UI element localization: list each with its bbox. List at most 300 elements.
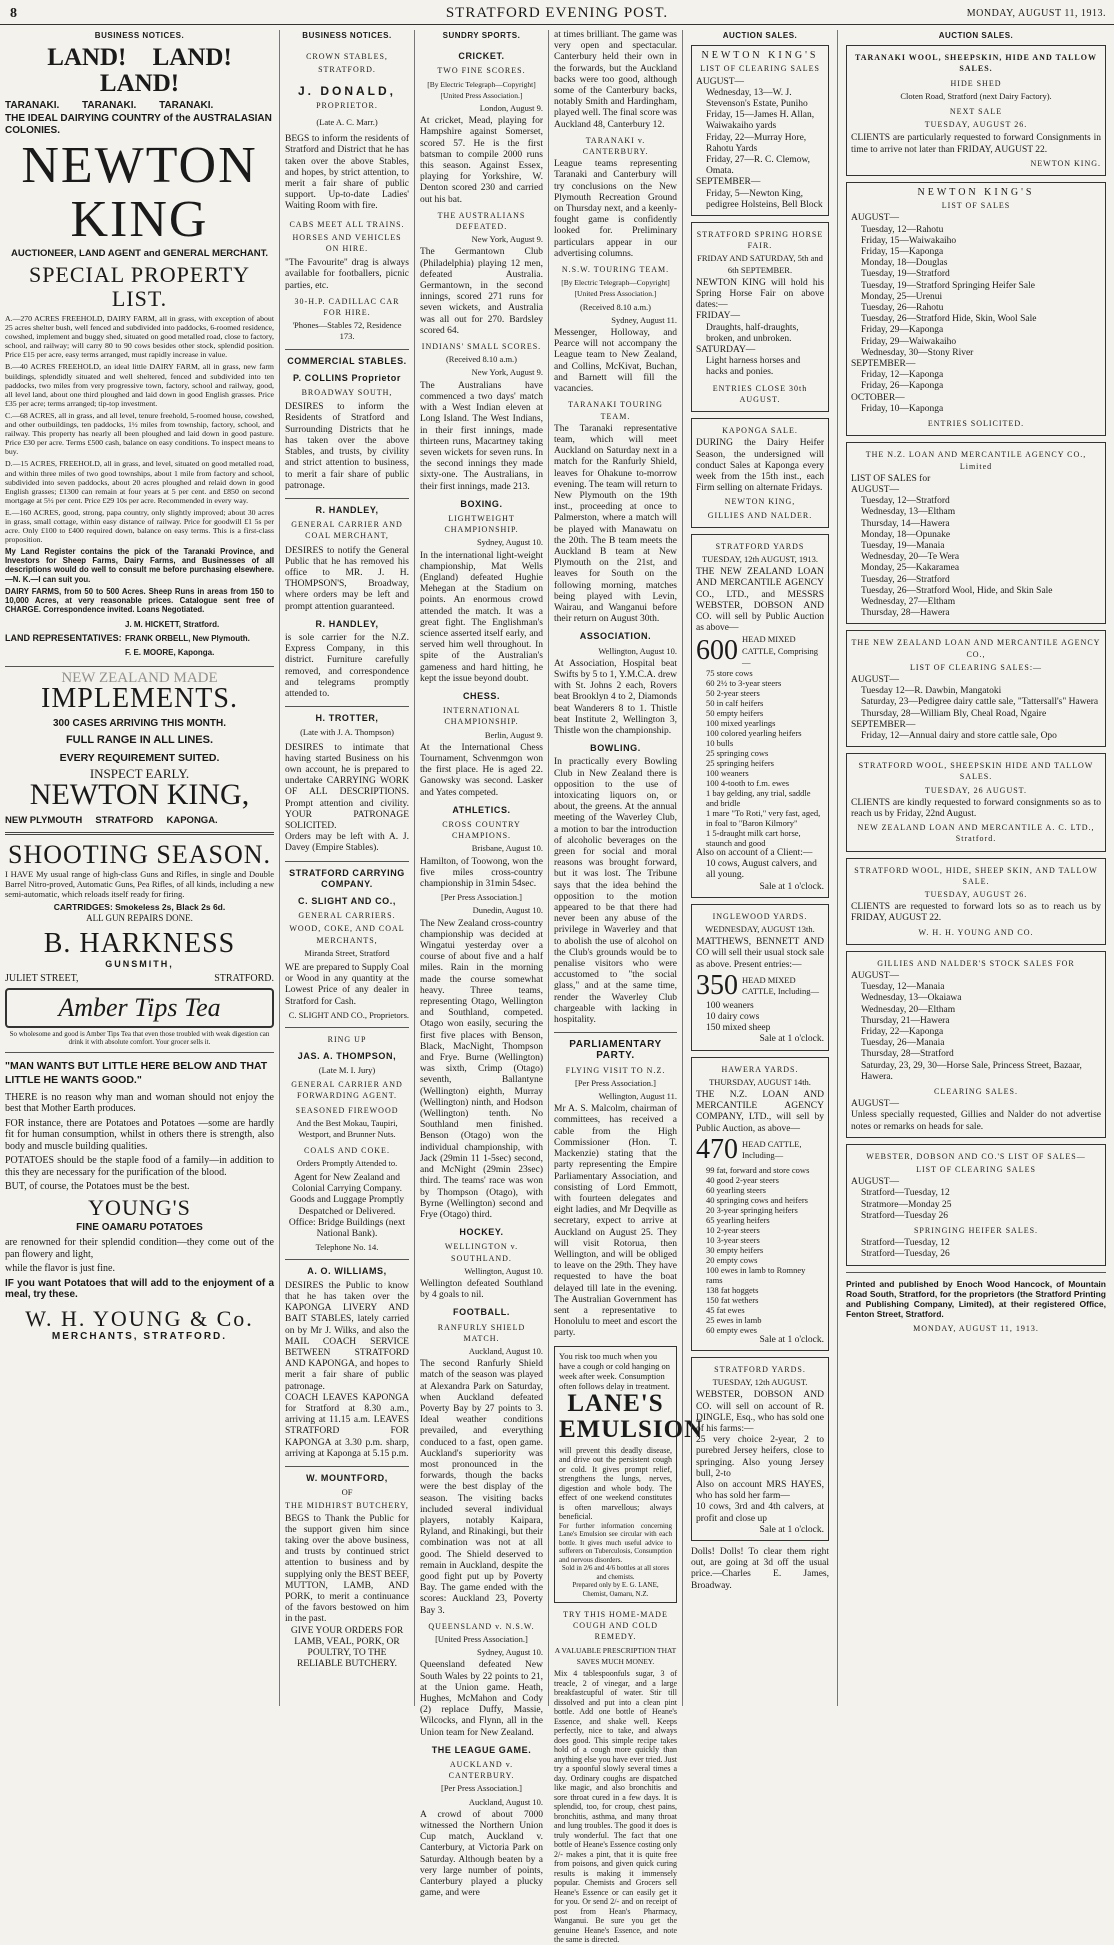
horses-line: HORSES AND VEHICLES ON HIRE. — [292, 232, 402, 254]
stock-item: 10 bulls — [706, 737, 734, 748]
general-carriers: GENERAL CARRIERS. — [298, 911, 396, 921]
stock-item: 100 4-tooth to f.m. ewes — [706, 777, 790, 788]
hawera-yards: HAWERA YARDS. — [721, 1064, 799, 1074]
column-business-notices-2 — [280, 30, 415, 1706]
month-label: AUGUST— — [851, 1099, 900, 1110]
football-report: The second Ranfurly Shield match of the season was played at Alexandra Park on Saturday, when Auckland defeated Poverty Bay by 27 points to 3. Ideal weather conditions prevailed, and everything conduced to a fast, open game. Auckland's superiority was most pronounced in the forwards, though the backs were the best display of the season. The visiting backs included several individual players, notably Kaipara, Ryland, and Rinakingi, but their combination was not at all good. The Shield deserved to remain in Auckland, despite the good fight put up by Poverty Bay. The game ended with the scores: Auckland 23, Poverty Bay 3. — [420, 1359, 543, 1616]
subhead: N.S.W. TOURING TEAM. — [561, 265, 670, 275]
subhead: FLYING VISIT TO N.Z. — [565, 1065, 666, 1075]
lanes-emulsion-ad — [554, 1346, 704, 1604]
section-league: THE LEAGUE GAME. — [431, 1744, 532, 1755]
day-text: Light harness horses and hacks and ponies. — [706, 356, 801, 378]
subhead: LIGHTWEIGHT CHAMPIONSHIP. — [444, 513, 519, 535]
handley-notice: DESIRES to notify the General Public that he has removed his office to MR. J. H. THOMPSON'S, Broadway, where orders may be left and prompt attention guaranteed. — [285, 545, 409, 612]
head-desc: HEAD MIXED CATTLE, Including— — [742, 974, 819, 996]
wh-young-name: W. H. YOUNG & Co. — [25, 1305, 254, 1331]
sale-item: Tuesday, 26—Manaia — [861, 1038, 945, 1049]
dairy-farms: DAIRY FARMS, from 50 to 500 Acres. Sheep Runs in areas from 150 to 10,000 Acres, at very reasonable prices. Catalogue sent free of CHARGE. Correspondence invited. Loans Negotiated. — [5, 586, 274, 614]
phones-line: 'Phones—Stables 72, Residence 173. — [292, 320, 402, 342]
sale-item: Friday, 15—Waiwakaiho — [861, 235, 957, 246]
month-label: AUGUST— — [696, 76, 745, 87]
entries-solicited: ENTRIES SOLICITED. — [927, 419, 1025, 429]
month-label: SEPTEMBER— — [851, 719, 916, 730]
matthews-text: MATTHEWS, BENNETT AND CO will sell their usual stock sale as above. Present entries:— — [696, 937, 824, 970]
nzloan-title: THE N.Z. LOAN AND MERCANTILE AGENCY CO., Limited — [865, 450, 1087, 471]
sale-item: Tuesday, 19—Stratford Springing Heifer Sale — [861, 280, 1035, 291]
yards-date: TUESDAY, 12th AUGUST, 1913. — [701, 553, 819, 564]
section-boxing: BOXING. — [460, 498, 503, 509]
hide-shed: HIDE SHED — [950, 78, 1002, 88]
sale-time: Sale at 1 o'clock. — [759, 1334, 824, 1345]
stock-item: 100 weaners — [706, 767, 749, 778]
spring-dates: FRIDAY AND SATURDAY, 5th and 6th SEPTEMBER. — [697, 253, 823, 275]
dateline: London, August 9. — [479, 103, 543, 114]
sale-item: Tuesday 12—R. Dawbin, Mangatoki — [861, 686, 1002, 697]
sale-item: Wednesday, 27—Eltham — [861, 596, 956, 607]
stock-item: 60 2½ to 3-year steers — [706, 677, 782, 688]
sale-time: Sale at 1 o'clock. — [759, 1524, 824, 1535]
column-sports-news — [549, 30, 704, 1945]
midhirst-butchery: THE MIDHIRST BUTCHERY, — [285, 1501, 409, 1511]
dateline: Sydney, August 11. — [611, 314, 677, 325]
nz-cross-report: The New Zealand cross-country championship was decided at Wingatui yesterday over a course of about five and a half miles. Rain in the morning made the course somewhat heavy. Three teams, representing Otago, Wellington and Southland, competed. Otago won easily, securing the first five places with Benson, Black, MacNight, Thompson and Frye. Burne (Wellington) was sixth, Crimp (Otago) seventh, Ballantyne (Wellington) eighth, Murray (Wellington) ninth, and Hodson (Wellington) tenth. No Southland men finished. Benson (Otago) won the individual championship, with Jack (29min 11 1-5sec) second, and McNight (29min 23sec) third. The teams' race was won by Thompson (Otago), with Byrne (Wellington) second and Frye (Otago) third. — [420, 918, 543, 1220]
dateline: Wellington, August 10. — [598, 645, 677, 656]
sale-item: Friday, 22—Kaponga — [861, 1027, 944, 1038]
sale-item: Stratmore—Monday 25 — [861, 1199, 952, 1210]
column-header: SUNDRY SPORTS. — [442, 31, 521, 40]
stock-item: 10 dairy cows — [706, 1011, 760, 1022]
springing-heifer: SPRINGING HEIFER SALES. — [913, 1226, 1039, 1236]
subhead: INTERNATIONAL CHAMPIONSHIP. — [443, 706, 520, 727]
press-credit: [Per Press Association.] — [441, 892, 522, 903]
section-athletics: ATHLETICS. — [452, 804, 511, 815]
stock-item: 20 3-year springing heifers — [706, 1204, 798, 1215]
dateline: Wellington, August 11. — [598, 1091, 677, 1102]
collins-proprietor: P. COLLINS Proprietor — [293, 372, 401, 383]
listing: E.—160 ACRES, good, strong, papa country, only slightly improved; about 30 acres in grass, small cottage, within easy distance of railway. Price for goodwill £1 5s per acre. Only £100 to £400 required down, balance on easy terms. This is a first-class proposition. — [5, 507, 274, 545]
aus-report: The Germantown Club (Philadelphia) playing 12 men, defeated Australia. Germantown, in the second innings, scored 271 runs for seven wickets, and Australia was all out for 270. Bardsley scored 64. — [420, 247, 543, 336]
subhead: CROSS COUNTRY CHAMPIONS. — [442, 820, 521, 841]
lanes-sold: Sold in 2/6 and 4/6 bottles at all stores and chemists. — [561, 1564, 670, 1581]
sale-item: Stratford—Tuesday, 12 — [861, 1188, 950, 1199]
month-label: AUGUST— — [851, 674, 900, 685]
sale-item: Wednesday, 30—Stony River — [861, 347, 974, 358]
stock-item: 150 fat wethers — [706, 1294, 759, 1305]
sale-item: Tuesday, 12—Manaia — [861, 982, 945, 993]
section-football: FOOTBALL. — [453, 1307, 510, 1318]
rep-name: J. M. HICKETT, Stratford. — [125, 619, 220, 629]
head-desc: HEAD MIXED CATTLE, Comprising— — [742, 634, 819, 667]
tar-cant-report: League teams representing Taranaki and Canterbury will try conclusions on the New Plymouth Recreation Ground on Thursday next, and a keenly-fought game is confidently looked for. Preliminary particulars appear in our advertising columns. — [554, 159, 677, 259]
section-hockey: HOCKEY. — [459, 1227, 504, 1238]
lanes-by: Prepared only by E. G. LANE, Chemist, Oamaru, N.Z. — [572, 1581, 659, 1598]
wool-sales-title: TARANAKI WOOL, SHEEPSKIN, HIDE AND TALLOW SALES. — [854, 53, 1097, 74]
nk-list-sub: LIST OF CLEARING SALES — [700, 64, 820, 74]
remedy-text: Mix 4 tablespoonfuls sugar, 3 of treacle, 2 of vinegar, and a large breakfastcupful of water. Stir till dissolved and put into a clean pint bottle. Add one bottle of Heane's Essence, and shake well. Keeps perfectly, nice to take, and always does good. This simple recipe takes hold of a cough more quickly than anything else you have ever tried. Just try a spoonful slowly several times a day. Ordinary coughs are dispatched like magic, and also bronchitis and sore throat cured in a few days. It is splendid, too, for croup, chest pains, bronchitis, asthma, and many throat and lung troubles. The good it does is truly wonderful. The fact that one bottle of Heane's Essence costing only 2/- makes a pint, that it is quite free from poisons, and given quick curing results is making it immensely popular. Chemists and Grocers sell Heane's Essence or can easily get it for you. Or send 2/- and on receipt of post from Hean's Pharmacy, Wanganui. Be sure you get the genuine Heane's Essence, and note the same is directed. — [554, 1669, 677, 1945]
land-reps-label: LAND REPRESENTATIVES: — [5, 633, 122, 644]
section-chess: CHESS. — [462, 690, 501, 701]
sale-item: Stratford—Tuesday 26 — [861, 1210, 948, 1221]
cases-line: 300 CASES ARRIVING THIS MONTH. — [53, 718, 226, 730]
donald-notice: BEGS to inform the residents of Stratford and District that he has taken over the above Stables, and hopes, by strict attention, to merit a fair share of public support. Up-to-date Ladies' Waiting Room with fire. — [285, 134, 409, 212]
stock-item: 20 empty cows — [706, 1254, 758, 1265]
lanes-info: For further information concerning Lane's Emulsion see circular with each bottle. It gives much useful advice to sufferers on Tuberculosis, Consumption and nervous disorders. — [559, 1521, 672, 1564]
sale-item: Friday, 12—Annual dairy and store cattle sale, Opo — [861, 730, 1057, 741]
gun-repairs: ALL GUN REPAIRS DONE. — [86, 913, 193, 924]
month-label: AUGUST— — [851, 971, 900, 982]
stock-item: 100 ewes in lamb to Romney rams — [706, 1264, 806, 1285]
press-credit: [Per Press Association.] — [575, 1077, 656, 1088]
sale-item: Friday, 29—Waiwakaiho — [861, 336, 957, 347]
newton-king-logo: NEWTON KING — [21, 136, 258, 248]
trotter-late: (Late with J. A. Thompson) — [300, 727, 394, 738]
stratford-yards-2: STRATFORD YARDS. — [714, 1365, 806, 1375]
day-text: Draughts, half-draughts, broken, and unbroken. — [706, 322, 799, 344]
potatoes-para: BUT, of course, the Potatoes must be the best. — [5, 1181, 190, 1193]
nzloan2-subtitle: LIST OF CLEARING SALES:— — [909, 662, 1043, 672]
sale-item: Thursday, 28—Hawera — [861, 608, 950, 619]
webster-text: WEBSTER, DOBSON AND CO. will sell on account of R. DINGLE, Esq., who has sold one of his farms:— — [696, 1390, 824, 1435]
stock-item: 50 2-year steers — [706, 687, 760, 698]
slight-notice: WE are prepared to Supply Coal or Wood in any quantity at the Lowest Price of any dealer in Stratford for Cash. — [285, 963, 409, 1007]
wood-coal: WOOD, COKE, AND COAL MERCHANTS, — [289, 924, 405, 945]
nk-list-title: NEWTON KING'S — [917, 187, 1035, 199]
stratford-carrying: STRATFORD CARRYING COMPANY. — [289, 867, 405, 889]
also-client: Also on account of a Client:— — [696, 847, 813, 858]
nzloan-signature: NEW ZEALAND LOAN AND MERCANTILE A. C. LTD., Stratford. — [857, 823, 1095, 844]
footer-date: MONDAY, AUGUST 11, 1913. — [913, 1323, 1039, 1333]
stratford-label: STRATFORD. — [214, 972, 274, 984]
subhead: RANFURLY SHIELD MATCH. — [437, 1322, 526, 1343]
stock-item: 150 mixed sheep — [706, 1023, 771, 1034]
sale-item: Friday, 29—Kaponga — [861, 325, 944, 336]
slight-signature: C. SLIGHT AND CO., Proprietors. — [288, 1009, 409, 1020]
sale-item: Thursday, 28—William Bly, Cheal Road, Ngaire — [861, 708, 1047, 719]
listing: D.—15 ACRES, FREEHOLD, all in grass, and level, situated on good metalled road, and within three miles of two good townships, about 1 mile from factory and school, subdivided into seven paddocks, about 20 acres ploughed and relaid down in good English grasses; £1300 can remain at four years at 5 per cent. and £850 on second mortgage at 5½ per cent. Price £29 10s per acre. Recommended in every way. — [5, 459, 274, 505]
association-report: At Association, Hospital beat Swifts by 5 to 1, Y.M.C.A. drew with St. Johns 2 each, Rovers beat Brooklyn 4 to 2, Diamonds beat Wanderers 8 to 1. Thistle beat Institute 2, Wellington 3, Thistle won the championship. — [554, 658, 677, 736]
young-signature: W. H. H. YOUNG AND CO. — [918, 927, 1034, 937]
spring-fair: STRATFORD SPRING HORSE FAIR. — [696, 230, 824, 251]
sale-item: Friday, 12—Kaponga — [861, 370, 944, 381]
dateline: Wellington, August 10. — [464, 1265, 543, 1276]
taranaki-headline: TARANAKI. TARANAKI. TARANAKI. — [5, 100, 214, 112]
stf-wool-date: TUESDAY, 26 AUGUST. — [925, 785, 1027, 795]
sale-item: Monday, 18—Douglas — [861, 258, 948, 269]
dateline: Auckland, August 10. — [468, 1345, 543, 1356]
column-header: AUCTION SALES. — [938, 31, 1014, 40]
stock-item: 75 store cows — [706, 667, 753, 678]
sale-time: Sale at 1 o'clock. — [759, 881, 824, 892]
section-parliamentary: PARLIAMENTARY PARTY. — [569, 1039, 662, 1062]
sale-item: Tuesday, 12—Rahotu — [861, 224, 944, 235]
stock-item: 1 5-draught milk cart horse, staunch and good — [706, 827, 801, 848]
month-label: SEPTEMBER— — [851, 359, 916, 370]
sale-item: Thursday, 28—Stratford — [861, 1049, 954, 1060]
cabs-line: CABS MEET ALL TRAINS. — [289, 219, 405, 229]
day-label: FRIDAY— — [696, 311, 740, 322]
mountford-name: W. MOUNTFORD, — [306, 1472, 388, 1483]
subhead: QUEENSLAND v. N.S.W. — [428, 1621, 535, 1631]
press-credit: [Per Press Association.] — [441, 1783, 522, 1794]
dateline: Berlin, August 9. — [484, 729, 543, 740]
special-property-list: SPECIAL PROPERTY LIST. — [28, 262, 251, 312]
sale-item: Wednesday, 13—Okaiawa — [861, 993, 962, 1004]
sale-item: Stratford—Tuesday, 26 — [861, 1249, 950, 1260]
column-header: BUSINESS NOTICES. — [94, 31, 185, 40]
miranda-street: Miranda Street, Stratford — [304, 947, 390, 958]
listing: A.—270 ACRES FREEHOLD, DAIRY FARM, all in grass, with exception of about 25 acres shelter bush, well fenced and subdivided into paddocks, 6-roomed residence, cowshed, implement and buggy shed, situated on good metalled road, close to factory, school, and railway; will carry 80 to 90 cows besides other stock, splendid position. Price £15 per acre, easy terms arranged, must rapidly increase in value. — [5, 314, 274, 360]
cartridges: CARTRIDGES: Smokeless 2s, Black 2s 6d. — [53, 902, 226, 913]
sale-item: Saturday, 23—Pedigree dairy cattle sale, "Tattersall's" Hawera — [861, 697, 1099, 708]
inspect-early: INSPECT EARLY. — [89, 765, 190, 781]
league-report-cont: at times brilliant. The game was very open and spectacular. Canterbury held their own in the forwards, but the Auckland backs were too good, although some of the Canterbury backs, notably Smith and Hardingham, played well. The final score was Auckland 48, Canterbury 12. — [554, 30, 677, 130]
rep-name: F. E. MOORE, Kaponga. — [125, 647, 215, 657]
dateline: New York, August 9. — [471, 234, 543, 245]
head-count: 350 — [696, 969, 738, 1001]
nk-signature: NEWTON KING. — [1030, 158, 1101, 168]
month-label: AUGUST— — [851, 213, 900, 224]
sale-item: Friday, 27—R. C. Clemow, Omata. — [706, 155, 811, 177]
bowling-report: In practically every Bowling Club in New Zealand there is opposition to the use of intoxicating liquors on, or about, the greens. At the annual meeting of the Waverley Club, a motion to bar the introduction of alcoholic beverages on the green for social and moral reasons was brought forward, but it was lost. The Tribune says that the idea behind the opposition to the motion appeared to be that there had never been any abuse of the privilege in Waverley and that to abolish the use of alcohol on the Club's grounds would be to penalise visitors who were accustomed to "the social glass," and at the same time, render the Waverley Club chargeable with lacking in hospitality. — [554, 757, 677, 1026]
qld-report: Queensland defeated New South Wales by 22 points to 21, at the Union game. Heath, Hughes, McMahon and Cody (2) replace Duffy, Massie, Wilcocks, and Flynn, all in the Union team for New Zealand. — [420, 1660, 543, 1738]
chess-report: At the International Chess Tournament, Schvenmgon won the first place. He is aged 22. Ganowsky was second. Lasker and Yates competed. — [420, 742, 543, 798]
next-sale: NEXT SALE — [949, 107, 1003, 117]
press-credit: [United Press Association.] — [435, 1634, 528, 1645]
stock-item: 100 mixed yearlings — [706, 717, 776, 728]
month-label: OCTOBER— — [851, 392, 905, 403]
man-wants-heading: "MAN WANTS BUT LITTLE HERE BELOW AND THAT LITTLE HE WANTS GOOD." — [5, 1059, 268, 1086]
sale-item: Friday, 22—Murray Hore, Rahotu Yards — [706, 132, 807, 154]
column-header: BUSINESS NOTICES. — [302, 31, 392, 40]
masthead-date: MONDAY, AUGUST 11, 1913. — [966, 8, 1106, 19]
column-business-notices-1 — [0, 30, 280, 1706]
sale-item: Tuesday, 26—Stratford — [861, 574, 950, 585]
dateline: New York, August 9. — [471, 367, 543, 378]
stock-item: 60 empty ewes — [706, 1324, 757, 1335]
month-label: AUGUST— — [851, 1177, 900, 1188]
sale-item: Saturday, 23, 29, 30—Horse Sale, Princess Street, Bazaar, Hawera. — [861, 1060, 1082, 1082]
potatoes-para: are renowned for their splendid condition—they come out of the pan flowery and light, — [5, 1237, 274, 1260]
listing: B.—40 ACRES FREEHOLD, an ideal little DAIRY FARM, all in grass, new farm buildings, splendidly situated and well sheltered, fenced and subdivided into ten paddocks, two miles from very progressive town, factory, school and railway, good, all level land, about one third ploughed and laid down in good English grasses. Price £35 per acre; terms arranged; tip-top investment. — [5, 362, 274, 408]
sale-item: Stratford—Tuesday, 12 — [861, 1238, 950, 1249]
stock-item: 45 fat ewes — [706, 1304, 745, 1315]
potatoes-para: POTATOES should be the staple food of a family—in addition to this they are necessary for the purification of the blood. — [5, 1155, 274, 1178]
listing: C.—68 ACRES, all in grass, and all level, tenure freehold, 5-roomed house, cowshed, and other outbuildings, ten paddocks, 1½ miles from township, factory, school, and railway. This property has nearly all been ploughed and laid down in good pasture. Price £30 per acre. Terms £500 cash, balance on easy conditions. To inspect means to buy. — [5, 410, 274, 457]
stock-item: 40 good 2-year steers — [706, 1174, 779, 1185]
sale-item: Friday, 15—James H. Allan, Waiwakaiho yards — [706, 110, 815, 132]
proprietor-label: PROPRIETOR. — [316, 100, 378, 110]
subhead: TWO FINE SCORES. — [437, 66, 526, 76]
agent-notice: Agent for New Zealand and Colonial Carrying Company. Goods and Luggage Promptly Despatched or Delivered. Office: Bridge Buildings (next National Bank). — [288, 1173, 406, 1240]
newton-king-small: NEWTON KING, — [29, 777, 250, 811]
sale-item: Monday, 25—Urenui — [861, 291, 943, 302]
received: (Received 8.10 a.m.) — [445, 354, 518, 365]
parliamentary-report: Mr A. S. Malcolm, chairman of committees, has received a cable from the High Commissioner (Hon. T. Mackenzie) stating that the party representing the Empire Parliamentary Association, and consisting of Lord Emmott, with fourteen delegates and eight ladies, and Mr Deqville as secretary, expect to arrive at Auckland on August 25. They will visit Rotorua, then Wellington, and will be obliged to leave on the 29th. They have requested to have the boat delayed till late in the evening. The Australian Government has sent a representative to Honolulu to meet and escort the party. — [554, 1104, 677, 1339]
williams-name: A. O. WILLIAMS, — [307, 1266, 387, 1277]
collins-notice: DESIRES to inform the Residents of Stratford and Surrounding Districts that he has taken over the above Stables, and trusts, by civility and strict attention to business, to merit a fair share of public patronage. — [285, 402, 409, 491]
sale-item: Friday, 5—Newton King, pedigree Holsteins, Bell Block — [706, 188, 823, 210]
potatoes-para: THERE is no reason why man and woman should not enjoy the best that Mother Earth produces. — [5, 1091, 274, 1115]
sale-item: Friday, 15—Kaponga — [861, 247, 944, 258]
of-label: OF — [341, 1487, 353, 1498]
stock-item: 50 in calf heifers — [706, 697, 764, 708]
implements-faint: NEW ZEALAND MADE — [61, 669, 218, 686]
sale-item: Tuesday, 12—Stratford — [861, 496, 950, 507]
webster-item: 10 cows, 3rd and 4th calvers, at profit and close up — [696, 1502, 824, 1524]
hockey-report: Wellington defeated Southland by 4 goals to nil. — [420, 1278, 543, 1301]
broadway-south: BROADWAY SOUTH, — [301, 388, 393, 398]
sale-item: Monday, 18—Opunake — [861, 529, 951, 540]
stf-wool2-title: STRATFORD WOOL, HIDE, SHEEP SKIN, AND TALLOW SALE. — [854, 865, 1098, 886]
masthead — [0, 4, 1114, 25]
land-register: My Land Register contains the pick of the Taranaki Province, and Investors for Sheep Farms, Dairy Farms, and Businesses of all descriptions would do well to consult me before purchasing elsewhere.—N. K.—I can suit you. — [5, 547, 274, 584]
handley-name-2: R. HANDLEY, — [315, 618, 379, 629]
property-listings — [5, 314, 274, 614]
imprint: Printed and published by Enoch Wood Hancock, of Mountain Road South, Stratford, for the proprietors (the Stratford Printing and Publishing Company, Limited), at their registered Office, Fenton Street, Stratford. — [846, 1278, 1106, 1319]
clients-request: CLIENTS are kindly requested to forward consignments so as to reach us by Friday, 22nd August. — [851, 797, 1101, 819]
entries-close: ENTRIES CLOSE 30th AUGUST. — [712, 383, 808, 404]
wire-credit: [By Electric Telegraph—Copyright] [United Press Association.] — [427, 79, 536, 100]
auctioneer-line: AUCTIONEER, LAND AGENT and GENERAL MERCHANT. — [10, 247, 269, 259]
handley-title: GENERAL CARRIER AND COAL MERCHANT, — [291, 520, 403, 541]
sale-item: Tuesday, 26—Stratford Hide, Skin, Wool Sale — [861, 314, 1037, 325]
sale-item: Wednesday, 20—Te Wera — [861, 552, 960, 563]
sale-item: Thursday, 21—Hawera — [861, 1015, 950, 1026]
nzloan-text: THE NEW ZEALAND LOAN AND MERCANTILE AGENCY CO., LTD., and MESSRS WEBSTER, DOBSON AND CO. will sell by Public Auction as above— — [696, 567, 824, 634]
dateline: Auckland, August 10. — [468, 1796, 543, 1807]
sale-item: Tuesday, 19—Stratford — [861, 269, 950, 280]
juliet-street: JULIET STREET, — [5, 972, 79, 984]
late-marr: (Late A. C. Marr.) — [316, 117, 378, 128]
shooting-season: SHOOTING SEASON. — [7, 840, 271, 870]
valuable-prescription: A VALUABLE PRESCRIPTION THAT SAVES MUCH MONEY. — [554, 1645, 677, 1666]
stock-item: 10 2-year steers — [706, 1224, 760, 1235]
favourite-drag: "The Favourite" drag is always available for footballers, picnic parties, etc. — [285, 258, 409, 291]
dateline: Brisbane, August 10. — [471, 843, 543, 854]
stock-item: 40 springing cows and heifers — [706, 1194, 808, 1205]
nzloan-subtitle: LIST OF SALES for — [851, 473, 931, 484]
cross-report: Hamilton, of Toowong, won the five miles cross-country championship in 31min 54sec. — [420, 856, 543, 890]
subhead: WELLINGTON v. SOUTHLAND. — [444, 1242, 519, 1263]
orders-attended: Orders Promptly Attended to. — [296, 1157, 398, 1168]
sale-item: Friday, 10—Kaponga — [861, 403, 944, 414]
telephone: Telephone No. 14. — [315, 1242, 379, 1253]
land-headline: LAND! LAND! LAND! — [47, 44, 232, 98]
merchants-line: MERCHANTS, STRATFORD. — [51, 1330, 228, 1342]
stratford-yards: STRATFORD YARDS — [715, 541, 805, 551]
sale-item: Wednesday, 13—W. J. Stevenson's Estate, Puniho — [706, 87, 808, 110]
stock-item: 25 springing cows — [706, 747, 769, 758]
sale-item: Tuesday, 26—Stratford Wool, Hide, and Skin Sale — [861, 585, 1053, 596]
stock-item: 1 bay gelding, any trial, saddle and bridle — [706, 787, 811, 808]
webster-title: WEBSTER, DOBSON AND CO.'S LIST OF SALES— — [866, 1151, 1086, 1161]
stf-wool2-date: TUESDAY, AUGUST 26. — [924, 890, 1028, 899]
potatoes-para: FOR instance, there are Potatoes and Potatoes —some are hardly fit for human consumption, whilst in others there is strength, also body and muscle building qualities. — [5, 1117, 274, 1152]
received: (Received 8.10 a.m.) — [579, 301, 652, 312]
clients-request: CLIENTS are requested to forward lots so as to reach us by FRIDAY, AUGUST 22. — [851, 902, 1101, 924]
webster-item: 25 very choice 2-year, 2 to purebred Jersey heifers, close to springing. Also young Jersey bull, 2-to — [696, 1435, 824, 1479]
stf-wool-title: STRATFORD WOOL, SHEEPSKIN HIDE AND TALLOW SALES. — [858, 761, 1094, 782]
clients-request: CLIENTS are particularly requested to forward Consignments in time to arrive not later than FRIDAY, AUGUST 22. — [851, 133, 1101, 155]
mountford-notice: BEGS to Thank the Public for the support given him since taking over the above business, and trusts by continued strict attention to business and by supplying only the BEST BEEF, MUTTON, LAMB, AND PORK, to merit a continuance of the favors bestowed on him in the past. — [285, 1513, 409, 1625]
also-text: 10 cows, August calvers, and all young. — [706, 859, 817, 881]
stratford-yards-date: TUESDAY, 12th AUGUST. — [712, 1377, 808, 1388]
dateline: Sydney, August 10. — [476, 537, 543, 548]
head-desc: HEAD CATTLE, Including— — [742, 1138, 802, 1160]
sale-item: Wednesday, 13—Eltham — [861, 507, 956, 518]
kaponga-sale: KAPONGA SALE. — [722, 426, 798, 436]
handley-notice-2: is sole carrier for the N.Z. Express Company, in this district. Furniture carefully removed, and correspondence and telegrams promptly attended to. — [285, 632, 409, 699]
nsw-report: Messenger, Holloway, and Pearce will not accompany the League team to New Zealand, and Collins, McKivat, Buchan, and Barnett will fill the vacancies. — [554, 328, 677, 395]
webster-item: Also on account MRS HAYES, who has sold her farm— — [696, 1480, 824, 1502]
section-association: ASSOCIATION. — [579, 631, 652, 642]
cricket-report: At cricket, Mead, playing for Hampshire against Somerset, scored 57. He is the first batsman to compile 2000 runs this season. Against Essex, playing for Yorkshire, W. Denton scored 230 and carried out his bat. — [420, 116, 543, 205]
indians-report: The Australians have commenced a two days' match with a West Indian eleven at Long Island. The West Indians, in their first innings, made thirteen runs, Macartney taking seven wickets for seven runs. In the second innings they made sixty-one. The Australians, in their first innings, made 213. — [420, 380, 543, 492]
potatoes-para: while the flavor is just fine. — [5, 1263, 115, 1275]
tar-tour-report: The Taranaki representative team, which will meet Auckland on Saturday next in a match for the Ranfurly Shield, leaves for Ohakune to-morrow evening. The team will return to New Plymouth on the 19th inst., proceeding at once to Palmerston, where a match will be played with Manawatu on the 20th. The B team meets the Auckland B team at New Plymouth on the 21st, and leaves for South on the following morning, matches being played with Levin, Wairau, and Wanganui before their return on August 30th. — [554, 423, 677, 625]
lanes-text: will prevent this deadly disease, and drive out the persistent cough or cold. It gives prompt relief, strengthens the lungs, nerves, digestion and whole body. The effect of one weekend constitutes is often marvellous; always beneficial. — [559, 1445, 672, 1522]
mokau-nuts: And the Best Mokau, Taupiri, Westport, and Brunner Nuts. — [296, 1118, 398, 1140]
nk-list-sub: LIST OF SALES — [941, 201, 1011, 211]
williams-notice: DESIRES the Public to know that he has taken over the KAPONGA LIVERY AND BAIT STABLES, lately carried on by Mr J. Wilks, and also the MAIL COACH SERVICE BETWEEN STRATFORD AND KAPONGA, and hopes to merit a fair share of public patronage. — [285, 1280, 409, 1392]
unless-notice: Unless specially requested, Gillies and Nalder do not advertise notes or remarks on heads for sale. — [851, 1110, 1101, 1132]
stock-item: 10 3-year steers — [706, 1234, 760, 1245]
give-orders: GIVE YOUR ORDERS FOR LAMB, VEAL, PORK, OR POULTRY, TO THE RELIABLE BUTCHERY. — [290, 1625, 404, 1670]
stock-item: 1 mare "To Roti," very fast, aged, in foal to "Baron Kilmory" — [706, 807, 821, 828]
hawera-text: THE N.Z. LOAN AND MERCANTILE AGENCY COMPANY, LTD., will sell by Public Auction, as above— — [696, 1090, 824, 1134]
stock-item: 99 fat, forward and store cows — [706, 1164, 810, 1175]
head-count: 470 — [696, 1133, 738, 1165]
seasoned-firewood: SEASONED FIREWOOD — [295, 1106, 399, 1116]
month-label: SEPTEMBER— — [696, 177, 761, 188]
clearing-sales: CLEARING SALES. — [934, 1087, 1018, 1097]
rep-name: FRANK ORBELL, New Plymouth. — [125, 633, 250, 643]
shooting-text: I HAVE My usual range of high-class Guns and Rifles, in single and Double Barrel Nitro-proved, Automatic Guns, Pea Rifles, of all kinds, including a new semi-automatic, which reloads itself ready for firing. — [5, 869, 274, 900]
section-cricket: CRICKET. — [458, 51, 505, 62]
oamaru-potatoes: FINE OAMARU POTATOES — [76, 1221, 203, 1233]
sale-item: Tuesday, 26—Rahotu — [861, 303, 944, 314]
amber-tips-logo: Amber Tips Tea — [5, 988, 274, 1028]
subhead: TARANAKI TOURING TEAM. — [568, 400, 663, 421]
stock-item: 138 fat hoggets — [706, 1284, 759, 1295]
gn-signature: GILLIES AND NALDER. — [707, 510, 813, 520]
month-label: AUGUST— — [851, 484, 900, 495]
stock-item: 60 yearling steers — [706, 1184, 766, 1195]
coals-coke: COALS AND COKE. — [304, 1145, 390, 1155]
full-range-line: FULL RANGE IN ALL LINES. — [65, 734, 214, 747]
stock-item: 25 ewes in lamb — [706, 1314, 762, 1325]
ring-up: RING UP — [327, 1035, 367, 1045]
stock-item: 65 yearling heifers — [706, 1214, 770, 1225]
column-header: AUCTION SALES. — [722, 31, 798, 40]
nzloan2-title: THE NEW ZEALAND LOAN AND MERCANTILE AGENCY CO., — [851, 638, 1101, 659]
gunsmith: GUNSMITH, — [105, 958, 174, 969]
page-number: 8 — [10, 6, 17, 21]
towns-line: NEW PLYMOUTH STRATFORD KAPONGA. — [5, 814, 218, 826]
youngs-heading: YOUNG'S — [88, 1194, 191, 1220]
sale-item: Wednesday, 20—Eltham — [861, 1004, 956, 1015]
next-sale-date: TUESDAY, AUGUST 26. — [924, 120, 1028, 130]
trotter-name: H. TROTTER, — [315, 713, 379, 724]
subhead: THE AUSTRALIANS DEFEATED. — [437, 210, 526, 232]
forwarding-agent: GENERAL CARRIER AND FORWARDING AGENT. — [291, 1079, 403, 1100]
implements-heading: IMPLEMENTS. — [41, 683, 238, 715]
trotter-notice: DESIRES to intimate that having started Business on his own account, he is prepared to undertake CARRYING WORK OF ALL DESCRIPTIONS. Prompt attention and civility. YOUR PATRONAGE SOLICITED. — [285, 742, 409, 831]
ideal-dairying: THE IDEAL DAIRYING COUNTRY of the AUSTRALASIAN COLONIES. — [5, 113, 272, 136]
stock-item: 100 colored yearling heifers — [706, 727, 802, 738]
hawera-date: THURSDAY, AUGUST 14th. — [709, 1076, 811, 1087]
inglewood-yards: INGLEWOOD YARDS. — [712, 911, 808, 921]
